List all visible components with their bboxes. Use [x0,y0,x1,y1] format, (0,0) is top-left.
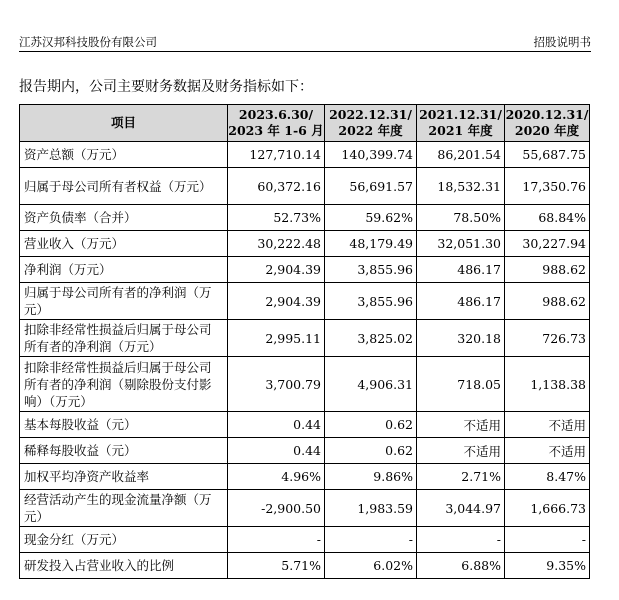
cell-value: 3,044.97 [417,490,505,527]
cell-value: - [505,527,590,553]
table-row [20,257,590,283]
cell-value: 1,666.73 [505,490,590,527]
table-header-row [20,105,590,142]
cell-value: 1,138.38 [505,357,590,412]
cell-value: 486.17 [417,257,505,283]
table-row [20,490,590,527]
row-label: 净利润（万元） [20,257,228,283]
row-label: 营业收入（万元） [20,231,228,257]
table-row [20,231,590,257]
table-row [20,553,590,579]
row-label: 研发投入占营业收入的比例 [20,553,228,579]
row-label: 扣除非经常性损益后归属于母公司所有者的净利润（剔除股份支付影响）（万元） [20,357,228,412]
cell-value: - [228,527,325,553]
cell-value: 30,222.48 [228,231,325,257]
cell-value: 8.47% [505,464,590,490]
cell-value: 78.50% [417,205,505,231]
cell-value: - [325,527,417,553]
row-label: 资产总额（万元） [20,142,228,168]
cell-value: 不适用 [417,412,505,438]
table-row [20,168,590,205]
page-header [19,33,591,52]
cell-value: 127,710.14 [228,142,325,168]
row-label: 稀释每股收益（元） [20,438,228,464]
row-label: 扣除非经常性损益后归属于母公司所有者的净利润（万元） [20,320,228,357]
table-row [20,283,590,320]
company-name: 江苏汉邦科技股份有限公司 [19,35,157,49]
header-2022 [325,105,417,142]
cell-value: 68.84% [505,205,590,231]
cell-value: 3,855.96 [325,257,417,283]
row-label: 归属于母公司所有者的净利润（万元） [20,283,228,320]
cell-value: 18,532.31 [417,168,505,205]
header-line: 2021 年度 [428,123,493,138]
header-line: 2020.12.31/ [505,107,589,122]
intro-paragraph: 报告期内，公司主要财务数据及财务指标如下： [19,79,313,95]
cell-value: 不适用 [505,412,590,438]
header-item: 项目 [20,105,228,142]
header-line: 2022.12.31/ [329,107,412,122]
cell-value: 不适用 [505,438,590,464]
cell-value: 988.62 [505,257,590,283]
cell-value: 55,687.75 [505,142,590,168]
cell-value: 4,906.31 [325,357,417,412]
header-line: 2020 年度 [514,123,580,138]
cell-value: 486.17 [417,283,505,320]
table-row [20,464,590,490]
cell-value: 48,179.49 [325,231,417,257]
cell-value: -2,900.50 [228,490,325,527]
row-label: 归属于母公司所有者权益（万元） [20,168,228,205]
cell-value: 6.02% [325,553,417,579]
cell-value: 0.44 [228,438,325,464]
header-2020 [505,105,590,142]
cell-value: 0.44 [228,412,325,438]
row-label: 基本每股收益（元） [20,412,228,438]
header-line: 2023 年 1-6 月 [228,123,324,138]
financial-table [19,104,590,579]
table-row [20,438,590,464]
cell-value: 726.73 [505,320,590,357]
cell-value: 52.73% [228,205,325,231]
cell-value: 5.71% [228,553,325,579]
cell-value: 3,825.02 [325,320,417,357]
document-type: 招股说明书 [533,35,591,49]
cell-value: 988.62 [505,283,590,320]
cell-value: 9.35% [505,553,590,579]
cell-value: - [417,527,505,553]
header-2023h1 [228,105,325,142]
cell-value: 3,700.79 [228,357,325,412]
header-line: 2022 年度 [338,123,403,138]
table-row [20,320,590,357]
table-row [20,205,590,231]
cell-value: 0.62 [325,412,417,438]
cell-value: 4.96% [228,464,325,490]
cell-value: 2.71% [417,464,505,490]
table-row [20,412,590,438]
cell-value: 3,855.96 [325,283,417,320]
cell-value: 2,904.39 [228,283,325,320]
row-label: 加权平均净资产收益率 [20,464,228,490]
table-row [20,527,590,553]
cell-value: 718.05 [417,357,505,412]
cell-value: 32,051.30 [417,231,505,257]
cell-value: 56,691.57 [325,168,417,205]
cell-value: 2,904.39 [228,257,325,283]
cell-value: 6.88% [417,553,505,579]
cell-value: 60,372.16 [228,168,325,205]
cell-value: 30,227.94 [505,231,590,257]
cell-value: 59.62% [325,205,417,231]
header-line: 2023.6.30/ [238,107,314,122]
cell-value: 17,350.76 [505,168,590,205]
row-label: 资产负债率（合并） [20,205,228,231]
cell-value: 2,995.11 [228,320,325,357]
cell-value: 320.18 [417,320,505,357]
cell-value: 140,399.74 [325,142,417,168]
cell-value: 不适用 [417,438,505,464]
header-line: 2021.12.31/ [419,107,502,122]
table-row [20,142,590,168]
cell-value: 86,201.54 [417,142,505,168]
cell-value: 0.62 [325,438,417,464]
header-2021 [417,105,505,142]
row-label: 现金分红（万元） [20,527,228,553]
cell-value: 1,983.59 [325,490,417,527]
cell-value: 9.86% [325,464,417,490]
row-label: 经营活动产生的现金流量净额（万元） [20,490,228,527]
table-row [20,357,590,412]
